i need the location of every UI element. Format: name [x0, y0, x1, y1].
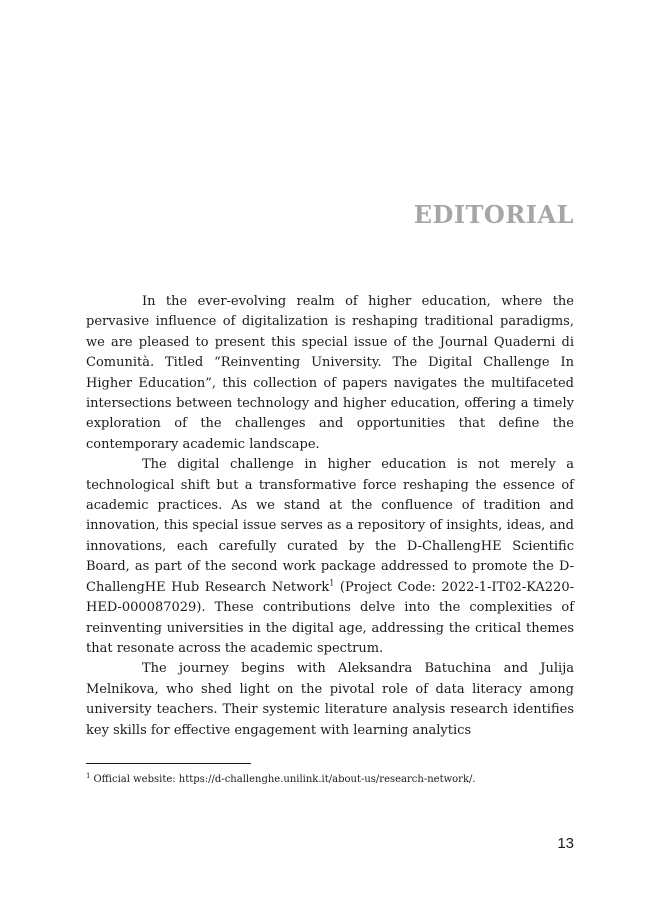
- paragraph-digital-challenge: [86, 455, 574, 659]
- paragraph-text-before-note: The digital challenge in higher education is not merely a technological shift but a transformative force reshaping the essence of academic practices. As we stand at the confluence of tradition and innovation, this special issue serves as a repository of insights, ideas, and innovations, each carefully curated by the D-ChallengHE Scientific Board, as part of the second work package addressed to promote the D-ChallengHE Hub Research Network: [86, 457, 574, 595]
- paragraph-introduction: In the ever-evolving realm of higher education, where the pervasive influence of digitalization is reshaping traditional paradigms, we are pleased to present this special issue of the Journal Quaderni di Comunità. Titled “Reinventing University. The Digital Challenge In Higher Education”, this collection of papers navigates the multifaceted intersections between technology and higher education, offering a timely exploration of the challenges and opportunities that define the contemporary academic landscape.: [86, 294, 574, 452]
- paragraph-journey: The journey begins with Aleksandra Batuchina and Julija Melnikova, who shed light on the pivotal role of data literacy among university teachers. Their systemic literature analysis research identifies key skills for effective engagement with learning analytics: [86, 661, 574, 738]
- paragraph-text-after-note: (Project Code: 2022-1-IT02-KA220-HED-000087029). These contributions delve into the complexities of reinventing universities in the digital age, addressing the critical themes that resonate across the academic spectrum.: [86, 579, 574, 656]
- footnote-divider: [86, 763, 251, 764]
- footnote-reference: 1: [329, 578, 335, 588]
- footnote: [86, 773, 586, 787]
- body-text: [86, 292, 574, 741]
- footnote-mark: 1: [86, 771, 91, 780]
- editorial-heading: EDITORIAL: [413, 200, 574, 229]
- page-number: 13: [557, 835, 574, 852]
- footnote-text: Official website: https://d-challenghe.unilink.it/about-us/research-network/.: [93, 774, 476, 785]
